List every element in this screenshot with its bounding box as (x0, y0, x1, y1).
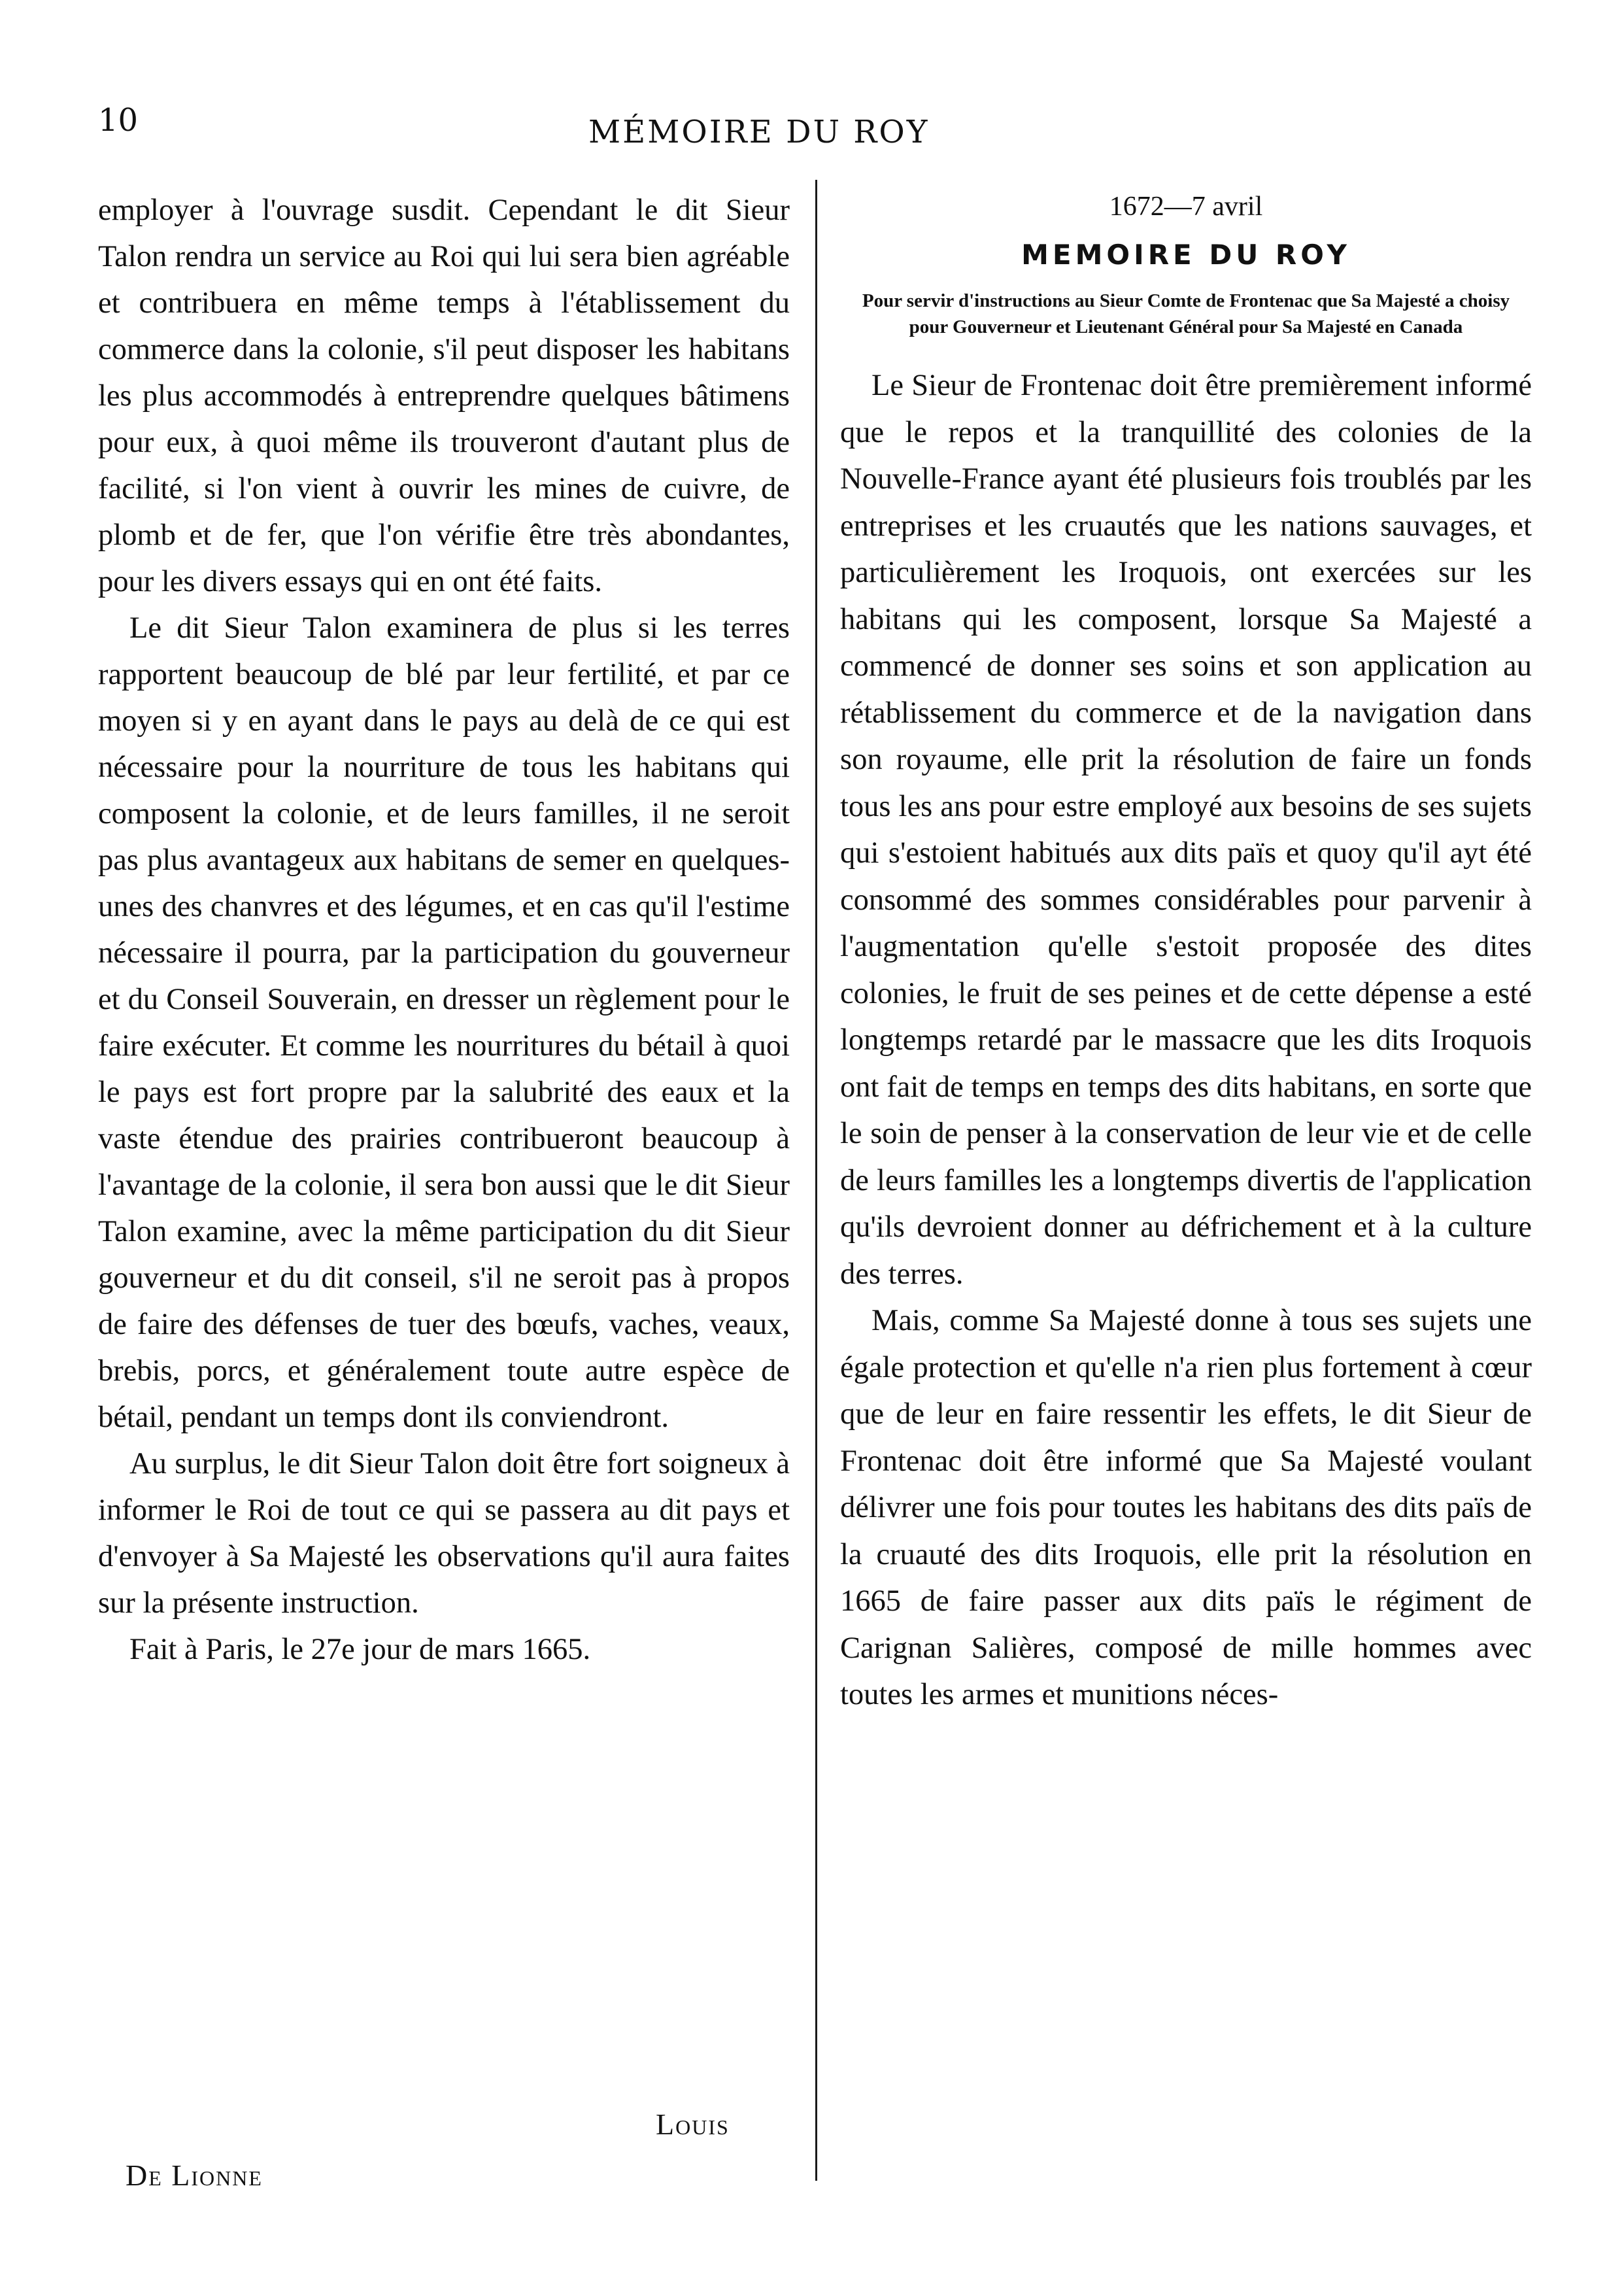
paragraph-5: Mais, comme Sa Majesté donne à tous ses sujets une égale protection et qu'elle n'a rien plus fortement à cœur que de leur en faire ressentir les effets, le dit Sieur de Frontenac doit être informé que Sa Majesté voulant délivrer une fois pour toutes les habitans des dits païs de la cruauté des dits Iroquois, elle prit la résolution en 1665 de faire passer aux dits païs le régiment de Carignan Salières, composé de mille hommes avec toutes les armes et munitions néces- (840, 1304, 1532, 1711)
right-body (840, 362, 1532, 1718)
left-column (98, 187, 790, 1673)
paragraph-4: Le Sieur de Frontenac doit être premièrement informé que le repos et la tranquillité des colonies de la Nouvelle-France ayant été plusieurs fois troublés par les entreprises et les cruautés que les nations sauvages, et particulièrement les Iroquois, ont exercées sur les habitans qui les composent, lorsque Sa Majesté a commencé de donner ses soins et son application au rétablissement du commerce et de la navigation dans son royaume, elle prit la résolution de faire un fonds tous les ans pour estre employé aux besoins de ses sujets qui s'estoient habitués aux dits païs et quoy qu'il ayt été consommé des sommes considérables pour parvenir à l'augmentation qu'elle s'estoit proposée des dites colonies, le fruit de ses peines et de cette dépense a esté longtemps retardé par le massacre que les dits Iroquois ont fait de temps en temps des dits habitans, en sorte que le soin de penser à la conservation de leur vie et de celle de leurs familles les a longtemps divertis de l'application qu'ils devroient donner au défrichement et à la culture des terres. (840, 369, 1532, 1291)
paragraph-2: Le dit Sieur Talon examinera de plus si les terres rapportent beaucoup de blé par leur fertilité, et par ce moyen si y en ayant dans le pays au delà de ce qui est nécessaire pour la nourriture de tous les habitans qui composent la colonie, et de leurs familles, il ne seroit pas plus avantageux aux habitans de semer en quelques-unes des chanvres et des légumes, et en cas qu'il l'estime nécessaire il pourra, par la participation du gouverneur et du Conseil Souverain, en dresser un règlement pour le faire exécuter. Et comme les nourritures du bétail à quoi le pays est fort propre par la salubrité des eaux et la vaste étendue des prairies contribueront beaucoup à l'avantage de la colonie, il sera bon aussi que le dit Sieur Talon examine, avec la même participation du dit Sieur gouverneur et du dit conseil, s'il ne seroit pas à propos de faire des défenses de tuer des bœufs, vaches, veaux, brebis, porcs, et généralement toute autre espèce de bétail, pendant un temps dont ils conviendront. (98, 611, 790, 1434)
document-subtitle: Pour servir d'instructions au Sieur Comte de Frontenac que Sa Majesté a choisy pour Gouverneur et Lieutenant Général pour Sa Majesté en Canada (862, 290, 1510, 337)
right-column (840, 187, 1532, 1718)
column-divider (815, 180, 817, 2181)
document-title: MEMOIRE DU ROY (1021, 239, 1351, 271)
signature-king: Louis (656, 2108, 730, 2141)
page-number: 10 (98, 102, 139, 139)
document-date: 1672—7 avril (1109, 192, 1263, 222)
paragraph-1: employer à l'ouvrage susdit. Cependant le dit Sieur Talon rendra un service au Roi qui lui sera bien agréable et contribuera en même temps à l'établissement du commerce dans la colonie, s'il peut disposer les habitans les plus accommodés à entreprendre quelques bâtimens pour eux, à quoi même ils trouveront d'autant plus de facilité, si l'on vient à ouvrir les mines de cuivre, de plomb et de fer, que l'on vérifie être très abondantes, pour les divers essays qui en ont été faits. (98, 194, 790, 598)
paragraph-dateline: Fait à Paris, le 27e jour de mars 1665. (129, 1633, 591, 1666)
paragraph-3: Au surplus, le dit Sieur Talon doit être fort soigneux à informer le Roi de tout ce qui se passera au dit pays et d'envoyer à Sa Majesté les observations qu'il aura faites sur la présente instruction. (98, 1447, 790, 1620)
signature-minister: De Lionne (126, 2159, 263, 2192)
running-title: MÉMOIRE DU ROY (588, 114, 930, 150)
